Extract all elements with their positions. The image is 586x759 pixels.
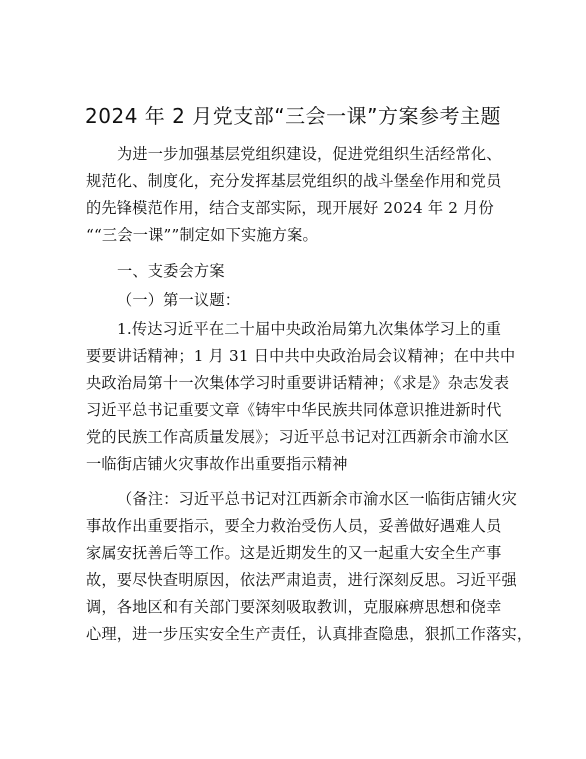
- note-line: 故，要尽快查明原因，依法严肃追责，进行深刻反思。习近平强: [86, 571, 517, 589]
- item1-line: 一临街店铺火灾事故作出重要指示精神: [86, 455, 348, 473]
- item1-line: 党的民族工作高质量发展》；习近平总书记对江西新余市渝水区: [86, 428, 510, 446]
- section-heading-text: 一、支委会方案: [117, 262, 225, 280]
- note-line: 调，各地区和有关部门要深刻吸取教训，克服麻痹思想和侥幸: [86, 598, 502, 616]
- section-heading: [86, 258, 506, 285]
- note-line: （备注：习近平总书记对江西新余市渝水区一临街店铺火灾: [117, 490, 518, 508]
- intro-line: 的先锋模范作用，结合支部实际，现开展好 2024 年 2 月份: [86, 199, 494, 217]
- page-title: 2024 年 2 月党支部“三会一课”方案参考主题: [85, 104, 501, 128]
- item1-line: 央政治局第十一次集体学习时重要讲话精神；《求是》杂志发表: [86, 374, 510, 392]
- intro-paragraph: [86, 141, 506, 249]
- note-line: 家属安抚善后等工作。这是近期发生的又一起重大安全生产事: [86, 544, 502, 562]
- item1-line: 习近平总书记重要文章《铸牢中华民族共同体意识推进新时代: [86, 401, 502, 419]
- subsection-heading-text: （一）第一议题：: [117, 291, 241, 309]
- intro-line: ““三会一课””制定如下实施方案。: [86, 226, 318, 244]
- subsection-heading: [86, 287, 506, 314]
- note-line: 心理，进一步压实安全生产责任，认真排查隐患，狠抓工作落实，: [86, 625, 533, 643]
- intro-line: 为进一步加强基层党组织建设，促进党组织生活经常化、: [117, 145, 502, 163]
- note-line: 事故作出重要指示，要全力救治受伤人员，妥善做好遇难人员: [86, 517, 502, 535]
- item1-paragraph: [86, 316, 516, 478]
- item1-line: 要要讲话精神；1 月 31 日中共中央政治局会议精神；在中共中: [86, 347, 516, 365]
- note-paragraph: [86, 486, 533, 648]
- item1-line: 1.传达习近平在二十届中央政治局第九次集体学习上的重: [117, 320, 502, 338]
- intro-line: 规范化、制度化，充分发挥基层党组织的战斗堡垒作用和党员: [86, 172, 502, 190]
